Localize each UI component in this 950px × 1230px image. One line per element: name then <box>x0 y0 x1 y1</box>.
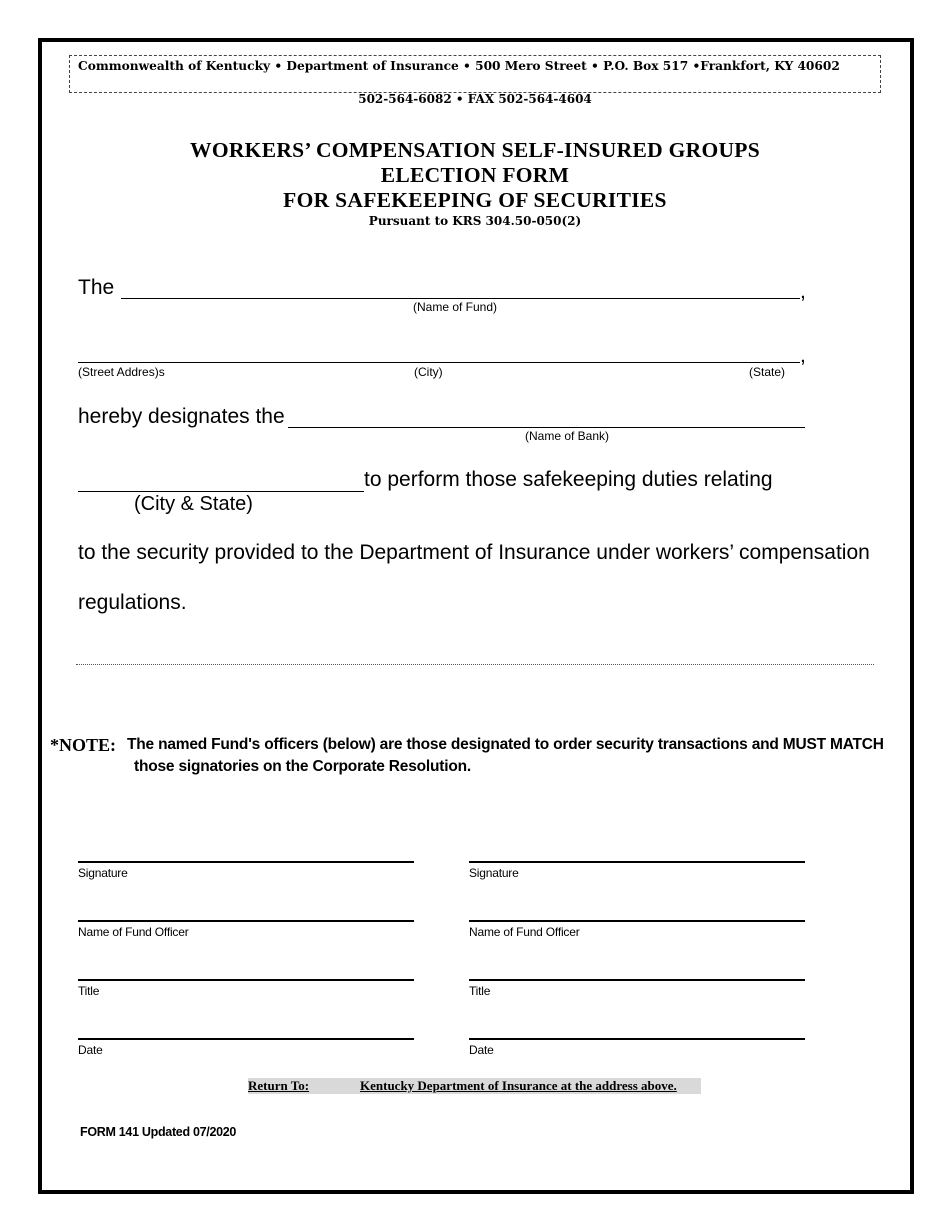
address-field[interactable] <box>78 362 800 363</box>
section-divider <box>76 664 874 665</box>
right-signature-label: Signature <box>469 866 519 880</box>
note-line2: those signatories on the Corporate Resolution. <box>134 758 471 775</box>
the-label: The <box>78 276 115 299</box>
fund-name-caption: (Name of Fund) <box>413 300 498 314</box>
return-to-label: Return To: <box>248 1078 310 1093</box>
street-caption: (Street Addres)s <box>78 365 165 379</box>
right-title-field[interactable] <box>469 979 805 981</box>
return-to-address: Kentucky Department of Insurance at the address above. <box>360 1078 677 1093</box>
right-title-label: Title <box>469 984 491 998</box>
return-to-banner <box>248 1078 701 1094</box>
paragraph-line1: to the security provided to the Department of Insurance under workers’ compensation <box>78 541 870 564</box>
left-signature-label: Signature <box>78 866 128 880</box>
form-number: FORM 141 Updated 07/2020 <box>80 1125 237 1139</box>
header-address: Commonwealth of Kentucky • Department of Insurance • 500 Mero Street • P.O. Box 517 •Frankfort, KY 40602 <box>78 59 840 73</box>
fund-name-field[interactable] <box>121 298 800 299</box>
note-label: *NOTE: <box>50 735 117 755</box>
statute-reference: Pursuant to KRS 304.50-050(2) <box>368 214 582 228</box>
bank-name-field[interactable] <box>288 427 805 428</box>
city-caption: (City) <box>414 365 443 379</box>
designates-text: hereby designates the <box>78 405 285 428</box>
form-title-line3: FOR SAFEKEEPING OF SECURITIES <box>283 188 667 212</box>
right-signature-field[interactable] <box>469 861 805 863</box>
right-date-field[interactable] <box>469 1038 805 1040</box>
right-officer-name-field[interactable] <box>469 920 805 922</box>
comma-2: , <box>800 344 806 367</box>
left-date-label: Date <box>78 1043 103 1057</box>
bank-name-caption: (Name of Bank) <box>525 429 610 443</box>
header-phone: 502-564-6082 • FAX 502-564-4604 <box>358 92 592 106</box>
right-date-label: Date <box>469 1043 494 1057</box>
left-officer-name-field[interactable] <box>78 920 414 922</box>
comma-1: , <box>800 280 806 303</box>
left-signature-field[interactable] <box>78 861 414 863</box>
right-officer-name-label: Name of Fund Officer <box>469 925 580 939</box>
bank-city-state-field[interactable] <box>78 491 364 492</box>
city-state-caption: (City & State) <box>134 493 253 515</box>
note-line1: The named Fund's officers (below) are those designated to order security transactions and MUST MATCH <box>127 736 884 753</box>
form-title-line2: ELECTION FORM <box>380 163 570 187</box>
left-title-field[interactable] <box>78 979 414 981</box>
left-title-label: Title <box>78 984 100 998</box>
left-date-field[interactable] <box>78 1038 414 1040</box>
perform-text: to perform those safekeeping duties relating <box>364 468 773 491</box>
paragraph-line2: regulations. <box>78 591 187 614</box>
left-officer-name-label: Name of Fund Officer <box>78 925 189 939</box>
state-caption: (State) <box>749 365 786 379</box>
form-title-line1: WORKERS’ COMPENSATION SELF-INSURED GROUPS <box>190 138 760 162</box>
